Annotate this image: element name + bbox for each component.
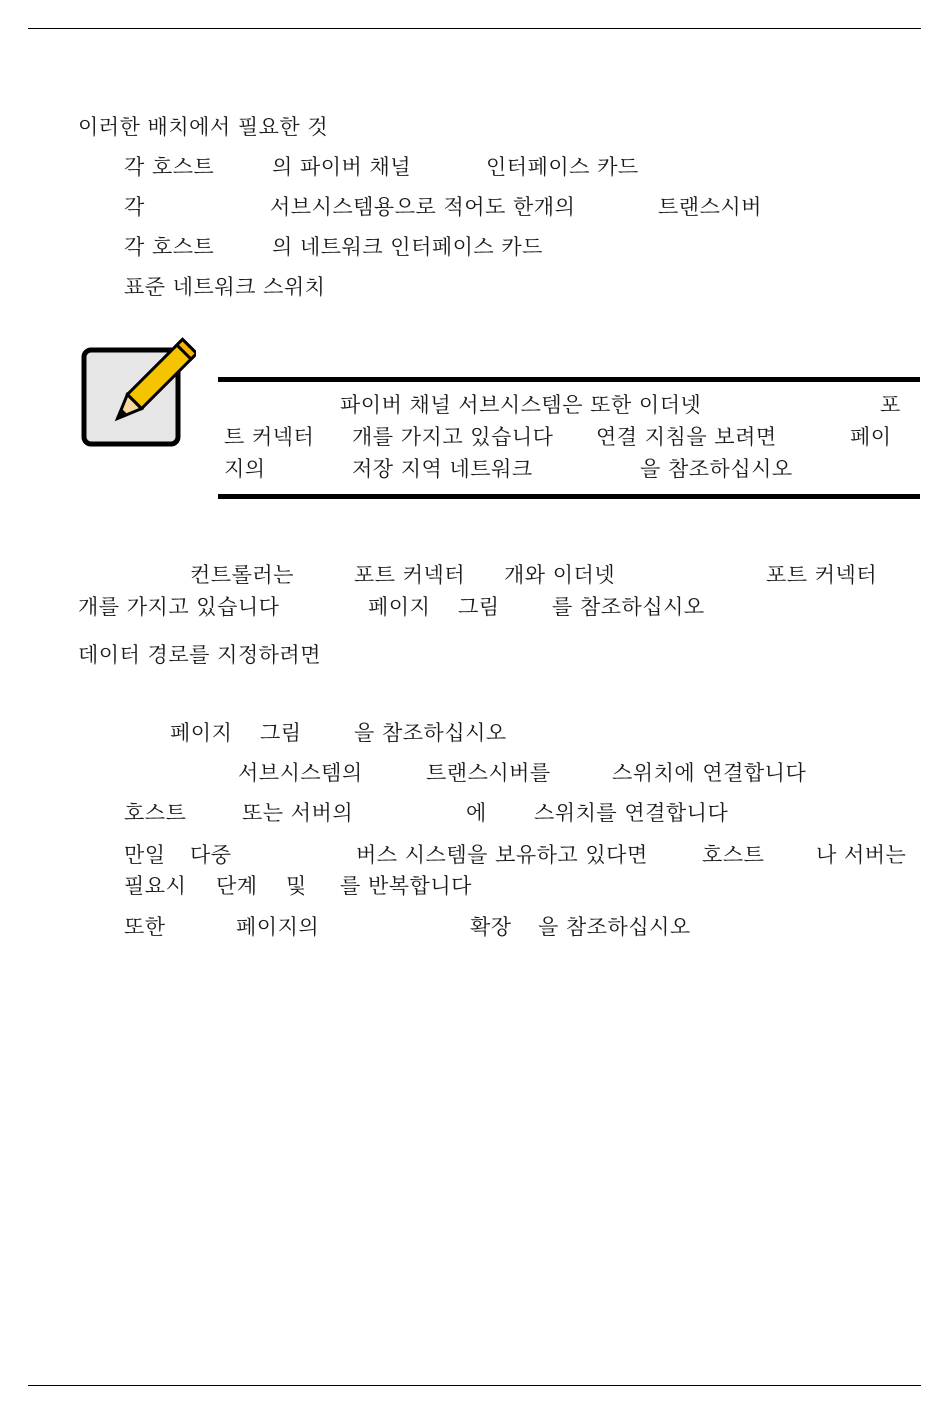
list-item-fragment: 의 네트워크 인터페이스 카드 (272, 235, 543, 259)
note-text: 트 커넥터 (224, 425, 315, 449)
footer-rule (28, 1385, 921, 1386)
list-item: 각 호스트 (124, 235, 215, 259)
step-text: 에 (466, 801, 487, 825)
step-text: 만일 (124, 843, 166, 867)
step-text: 트랜스시버를 (426, 761, 551, 785)
step-ref: 을 참조하십시오 (354, 721, 507, 745)
step-text: 서브시스템의 (238, 761, 363, 785)
note-text: 파이버 채널 서브시스템은 또한 이더넷 (340, 393, 702, 417)
step-text: 및 (286, 874, 307, 898)
section-heading: 이러한 배치에서 필요한 것 (78, 115, 329, 139)
pencil-note-icon (80, 336, 196, 452)
list-item: 각 (124, 195, 145, 219)
paragraph-text: 개와 이더넷 (504, 563, 616, 587)
step-text: 스위치를 연결합니다 (534, 801, 729, 825)
step-text: 확장 (470, 915, 512, 939)
list-item-fragment: 트랜스시버 (658, 195, 762, 219)
step-text: 호스트 (124, 801, 187, 825)
step-text: 를 반복합니다 (340, 874, 472, 898)
step-text: 다중 (190, 843, 232, 867)
step-text: 단계 (216, 874, 258, 898)
note-text: 페이 (850, 425, 892, 449)
list-item: 표준 네트워크 스위치 (124, 275, 326, 299)
note-top-bar (218, 377, 920, 382)
paragraph-text: 페이지 (368, 595, 431, 619)
step-text: 호스트 (702, 843, 765, 867)
header-rule (28, 28, 921, 29)
paragraph-text: 포트 커넥터 (766, 563, 878, 587)
note-text: 을 참조하십시오 (640, 457, 793, 481)
note-bottom-bar (218, 494, 920, 499)
note-text: 연결 지침을 보려면 (596, 425, 777, 449)
paragraph-text: 개를 가지고 있습니다 (78, 595, 280, 619)
list-item-fragment: 서브시스템용으로 적어도 한개의 (270, 195, 576, 219)
step-text: 또한 (124, 915, 166, 939)
list-item-fragment: 의 파이버 채널 (272, 155, 412, 179)
paragraph-text: 그림 (458, 595, 500, 619)
paragraph-text: 컨트롤러는 (190, 563, 294, 587)
step-text: 나 서버는 (816, 843, 907, 867)
step-text: 버스 시스템을 보유하고 있다면 (356, 843, 648, 867)
note-text: 개를 가지고 있습니다 (352, 425, 554, 449)
list-item: 각 호스트 (124, 155, 215, 179)
paragraph-text: 포트 커넥터 (354, 563, 466, 587)
step-text: 페이지의 (236, 915, 320, 939)
note-text: 저장 지역 네트워크 (352, 457, 533, 481)
step-ref: 페이지 (170, 721, 233, 745)
list-item-fragment: 인터페이스 카드 (486, 155, 639, 179)
note-text: 지의 (224, 457, 266, 481)
step-text: 을 참조하십시오 (538, 915, 691, 939)
step-text: 필요시 (124, 874, 187, 898)
note-text: 포 (880, 393, 901, 417)
step-ref: 그림 (260, 721, 302, 745)
section-heading: 데이터 경로를 지정하려면 (78, 643, 321, 667)
step-text: 스위치에 연결합니다 (612, 761, 807, 785)
step-text: 또는 서버의 (242, 801, 354, 825)
paragraph-text: 를 참조하십시오 (552, 595, 705, 619)
